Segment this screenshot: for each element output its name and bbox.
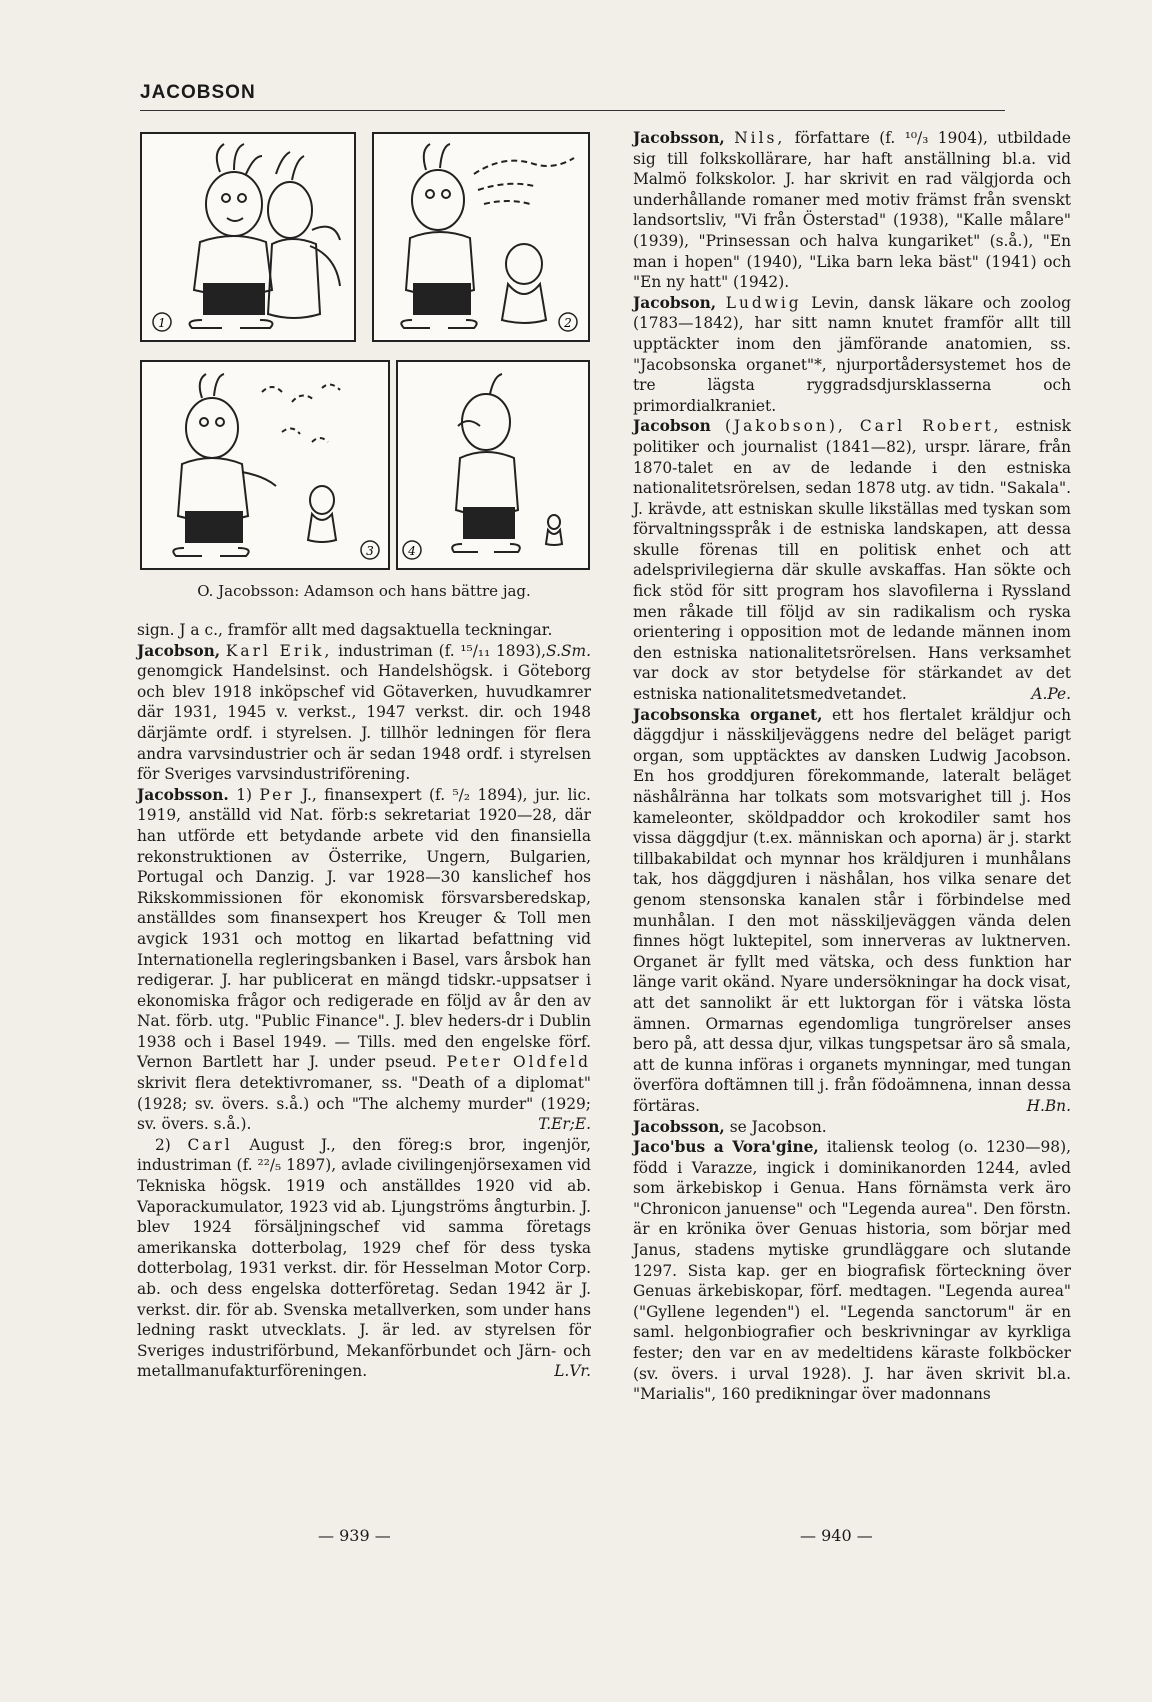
entry-pseudonym-first: Peter [446,1053,503,1072]
running-header: JACOBSON [140,82,256,103]
author-signature: L.Vr. [554,1362,591,1381]
entry-text: se Jacobson. [729,1117,827,1136]
entry-number: 2) [155,1135,171,1154]
author-signature: S.Sm. [546,641,591,660]
header-rule [140,110,1005,111]
entry-given-name: Nils, [734,129,786,147]
entry-continuation-text: sign. J a c., framför allt med dagsaktuella teckningar. [137,621,553,639]
entry-text: industriman (f. ¹⁵/₁₁ 1893), genomgick Handelsinst. och Handelshögsk. i Göteborg och blev 1918 inköpschef vid Götaverken, huvudkamrer där 1931, 1945 v. verkst., 1947 verkst. dir. och 1948 därjämte ordf. i styrelsen. J. tillhör ledningen för flera andra varvsindustrier och är sedan 1948 ordf. i styrelsen för Sveriges varvsindustriförening. [137,641,591,784]
entry-jacobsonska-organet [633,705,1071,1117]
entry-number: 1) [236,785,253,804]
figure-caption: O. Jacobsson: Adamson och hans bättre jag. [197,582,531,600]
cartoon-panel-2 [372,132,590,342]
entry-text: estnisk politiker och journalist (1841—82), urspr. lärare, från 1870-talet en av de ledande i den estniska nationalitetsrörelsen, sedan 1878 utg. av tidn. "Sakala". J. krävde, att estniskan skulle likställas med tyskan som förvaltningsspråk i de estniska landskapen, att dessa skulle förenas till en politisk enhet och att adelsprivilegierna där skulle avskaffas. Han sökte och fick stöd för sitt program hos slavofilerna i Ryssland men råkade till följd av sin radikalism och ryska orientering i opposition mot de ledande männen inom den estniska nationalitetsrörelsen. Hans verksamhet var dock av stor betydelse för stärkandet av det estniska nationalitetsmedvetandet. [633,417,1071,704]
entry-text: italiensk teolog (o. 1230—98), född i Varazze, ingick i dominikanorden 1244, avled som ärkebiskop i Genua. Hans förnämsta verk äro "Chronicon januense" och "Legenda aurea". Den förstn. är en krönika över Genuas historia, som börjar med Janus, stadens mytiske grundläggare och slutande 1297. Sista kap. ger en biografisk förteckning över Genuas ärkebiskopar, förf. medtagen. "Legenda aurea" ("Gyllene legenden") el. "Legenda sanctorum" är en saml. helgonbiografier och beskrivningar av kyrkliga fester; den var en av medeltidens käraste folkböcker (sv. övers. i urval 1928). J. har även skrivit bl.a. "Marialis", 160 predikningar över madonnans [633,1138,1071,1404]
entry-headword: Jacobson [633,417,711,436]
entry-text: författare (f. ¹⁰/₃ 1904), utbildade sig till folkskollärare, har haft anställning bl.a. vid Malmö folkskolor. J. har skrivit en rad välgjorda och underhållande romaner med motiv främst från svenskt landsortsliv, "Vi från Österstad" (1938), "Kalle målare" (1939), "Prinsessan och halva kungariket" (s.å.), "En man i hopen" (1940), "Lika barn leka bäst" (1941) och "En ny hatt" (1942). [633,129,1071,292]
cartoon-drawing-3 [142,362,388,568]
entry-text-continued: skrivit flera detektivromaner, ss. "Death of a diplomat" (1928; sv. övers. s.å.) och "The alchemy murder" (1929; sv. övers. s.å.). [137,1074,591,1134]
panel-number-3: 3 [366,544,374,558]
entry-per-jacobsson [137,785,591,1135]
author-signature: T.Er;E. [538,1115,591,1134]
cartoon-panel-4 [396,360,590,570]
entry-ludwig-jacobson [633,293,1071,417]
cartoon-drawing-2 [374,134,588,340]
cartoon-panel-1 [140,132,356,342]
panel-number-2: 2 [564,316,572,330]
cartoon-figure [140,132,588,568]
entry-given-name: Carl Robert, [859,417,1002,436]
entry-headword: Jacobsson. [137,785,229,804]
entry-headword: Jaco'bus a Vora'gine, [633,1138,819,1157]
entry-carl-august-jacobsson [137,1135,591,1382]
author-signature: H.Bn. [1026,1096,1071,1115]
entry-jacobsson-crossref [633,1117,1071,1138]
author-signature: A.Pe. [1031,685,1071,704]
entry-headword: Jacobsonska organet, [633,705,823,724]
panel-number-1: 1 [158,316,166,330]
entry-given-name: Karl Erik, [225,641,333,660]
page-number-left: — 939 — [318,1526,391,1545]
entry-text: August J., den föreg:s bror, ingenjör, industriman (f. ²²/₅ 1897), avlade civilingenjörsexamen vid Tekniska högsk. 1919 och anställdes 1920 vid ab. Vaporackumulator, 1923 vid ab. Ljungströms ångturbin. J. blev 1924 försäljningschef vid samma företags amerikanska dotterbolag, 1929 chef för dess tyska dotterbolag, 1931 verkst. dir. för Hesselman Motor Corp. ab. och dess engelska dotterföretag. Sedan 1942 är J. verkst. dir. för ab. Svenska metallverken, som under hans ledning raskt utvecklats. J. är led. av styrelsen för Sveriges industriförbund, Mekanförbundet och Järn- och metallmanufakturföreningen. [137,1135,591,1381]
entry-jacobus-a-voragine [633,1137,1071,1405]
page-number-right: — 940 — [800,1526,873,1545]
entry-given-name: Per [259,785,295,804]
cartoon-drawing-4 [398,362,588,568]
entry-nils-jacobsson [633,128,1071,293]
entry-text: Levin, dansk läkare och zoolog (1783—1842), har sitt namn knutet framför allt till upptäckter inom den jämförande anatomien, ss. "Jacobsonska organet"*, njurportådersystemet hos de tre lägsta ryggradsdjursklasserna och primordialkraniet. [633,293,1071,415]
entry-text: J., finansexpert (f. ⁵/₂ 1894), jur. lic. 1919, anställd vid Nat. förb:s sekretariat 1920—28, där han utförde ett betydande arbete vid den finansiella rekonstruktionen av Österrike, Ungern, Bulgarien, Portugal och Danzig. J. var 1928—30 kanslichef hos Rikskommissionen för ekonomisk försvarsberedskap, anställdes som finansexpert hos Kreuger & Toll men avgick 1931 och mottog en likartad befattning vid Internationella regleringsbanken i Basel, vars årsbok han redigerar. J. har publicerat en mängd tidskr.-uppsatser i ekonomiska frågor och redigerade en följd av år den av Nat. förb. utg. "Public Finance". J. blev heders-dr i Dublin 1938 och i Basel 1949. — Tills. med den engelske förf. Vernon Bartlett har J. under pseud. [137,785,591,1072]
entry-headword: Jacobsson, [633,129,725,147]
entry-karl-erik-jacobson [137,641,591,785]
entry-pseudonym-last: Oldfeld [512,1053,591,1072]
panel-number-4: 4 [408,544,416,558]
entry-headword: Jacobsson, [633,1117,725,1136]
entry-headword: Jacobson, [633,293,717,312]
entry-given-name: Ludwig [725,293,802,312]
cartoon-panel-3 [140,360,390,570]
entry-alt-spelling: (Jakobson), [724,417,846,436]
left-column [137,620,591,1382]
entry-carl-robert-jacobson [633,416,1071,704]
entry-given-name: Carl [187,1135,233,1154]
entry-headword: Jacobson, [137,641,221,660]
entry-text: ett hos flertalet kräldjur och däggdjur i nässkiljeväggens nedre del beläget parigt organ, som upptäcktes av dansken Ludwig Jacobson. En hos groddjuren förekommande, lateralt beläget näshålränna har tolkats som motsvarighet till j. Hos kameleonter, sköldpaddor och krokodiler samt hos vissa däggdjur (t.ex. människan och aporna) är j. starkt tillbakabildat och mynnar hos kräldjuren i munhålans tak, hos däggdjuren i näshålan, hos vilka senare det genom stensonska kanalen står i förbindelse med munhålan. I den mot nässkiljeväggen vända delen finnes högt luktepitel, som innerveras av luktnerven. Organet är fyllt med vätska, och dess funktion har länge varit okänd. Nyare undersökningar ha dock visat, att det sannolikt är ett luktorgan för i vätska lösta ämnen. Ormarnas egendomliga tungrörelser anses bero på, att dessa djur, vilkas tungspetsar äro så smala, att de kunna införas i organets mynningar, med tungan överföra doftämnen till j. från födoämnena, innan dessa förtäras. [633,705,1071,1115]
cartoon-drawing-1 [142,134,354,340]
right-column [633,128,1071,1405]
